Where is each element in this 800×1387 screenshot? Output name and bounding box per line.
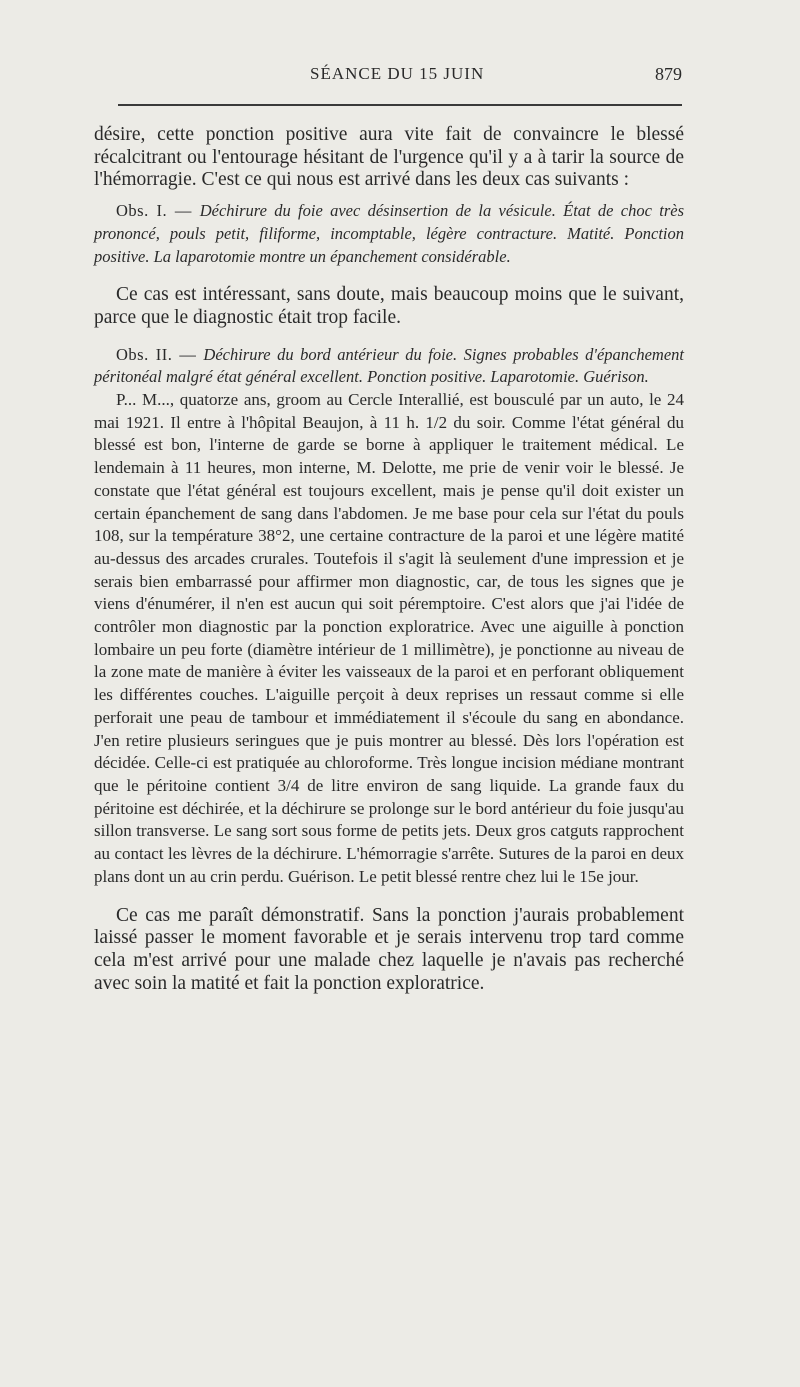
- paragraph-conclusion: Ce cas me paraît démonstratif. Sans la ponction j'aurais probablement laissé passer le moment favorable et je serais intervenu trop tard comme cela m'est arrivé pour une malade chez laquelle je n'avais pas recherché avec soin la matité et fait la ponction exploratrice.: [94, 904, 684, 994]
- header-rule: [118, 104, 682, 106]
- body-text: [94, 124, 684, 995]
- observation-2-summary: Déchirure du bord antérieur du foie. Signes probables d'épanchement péritonéal malgré état général excellent. Ponction positive. Laparotomie. Guérison.: [94, 344, 684, 387]
- observation-1: [94, 200, 684, 268]
- paragraph-intro: désire, cette ponction positive aura vite fait de convaincre le blessé récalcitrant ou l'entourage hésitant de l'urgence qu'il y a à tarir la source de l'hémorragie. C'est ce qui nous est arrivé dans les deux cas suivants :: [94, 124, 684, 191]
- observation-2: [94, 344, 684, 389]
- paragraph-comment: Ce cas est intéressant, sans doute, mais beaucoup moins que le suivant, parce que le diagnostic était trop facile.: [94, 284, 684, 328]
- page-number: 879: [655, 64, 682, 84]
- case-report: P... M..., quatorze ans, groom au Cercle Interallié, est bousculé par un auto, le 24 mai 1921. Il entre à l'hôpital Beaujon, à 11 h. 1/2 du soir. Comme l'état général du blessé est bon, l'interne de garde se borne à appliquer le traitement médical. Le lendemain à 11 heures, mon interne, M. Delotte, me prie de venir voir le blessé. Je constate que l'état général est toujours excellent, mais je pense qu'il doit exister un certain épanchement de sang dans l'abdomen. Je me base pour cela sur l'état du pouls 108, sur la température 38°2, une certaine contracture de la paroi et une légère matité au-dessus des arcades crurales. Toutefois il s'agit là seulement d'une impression et je serais bien embarrassé pour affirmer mon diagnostic, car, de tous les signes que je viens d'énumérer, il n'en est aucun qui soit péremptoire. C'est alors que j'ai l'idée de contrôler mon diagnostic par la ponction exploratrice. Avec une aiguille à ponction lombaire un peu forte (diamètre intérieur de 1 millimètre), je ponctionne au niveau de la zone mate de manière à éviter les vaisseaux de la paroi et en perforant obliquement les différentes couches. L'aiguille perçoit à deux reprises un ressaut comme si elle perforait une peau de tambour et immédiatement il s'écoule du sang en abondance. J'en retire plusieurs seringues que je puis montrer au blessé. Dès lors l'opération est décidée. Celle-ci est pratiquée au chloroforme. Très longue incision médiane montrant que le péritoine contient 3/4 de litre environ de sang liquide. La grande faux du péritoine est déchirée, et la déchirure se prolonge sur le bord antérieur du foie jusqu'au sillon transverse. Le sang sort sous forme de petits jets. Deux gros catguts rapprochent au contact les lèvres de la déchirure. L'hémorragie s'arrête. Sutures de la paroi en deux plans dont un au crin perdu. Guérison. Le petit blessé rentre chez lui le 15e jour.: [94, 390, 684, 886]
- observation-1-summary: Déchirure du foie avec désinsertion de la vésicule. État de choc très prononcé, pouls petit, filiforme, incomptable, légère contracture. Matité. Ponction positive. La laparotomie montre un épanchement considérable.: [94, 201, 684, 266]
- page-header: [90, 64, 682, 86]
- observation-2-label: Obs. II. —: [116, 344, 204, 364]
- running-title: SÉANCE DU 15 JUIN: [310, 64, 485, 83]
- observation-1-label: Obs. I. —: [116, 201, 200, 221]
